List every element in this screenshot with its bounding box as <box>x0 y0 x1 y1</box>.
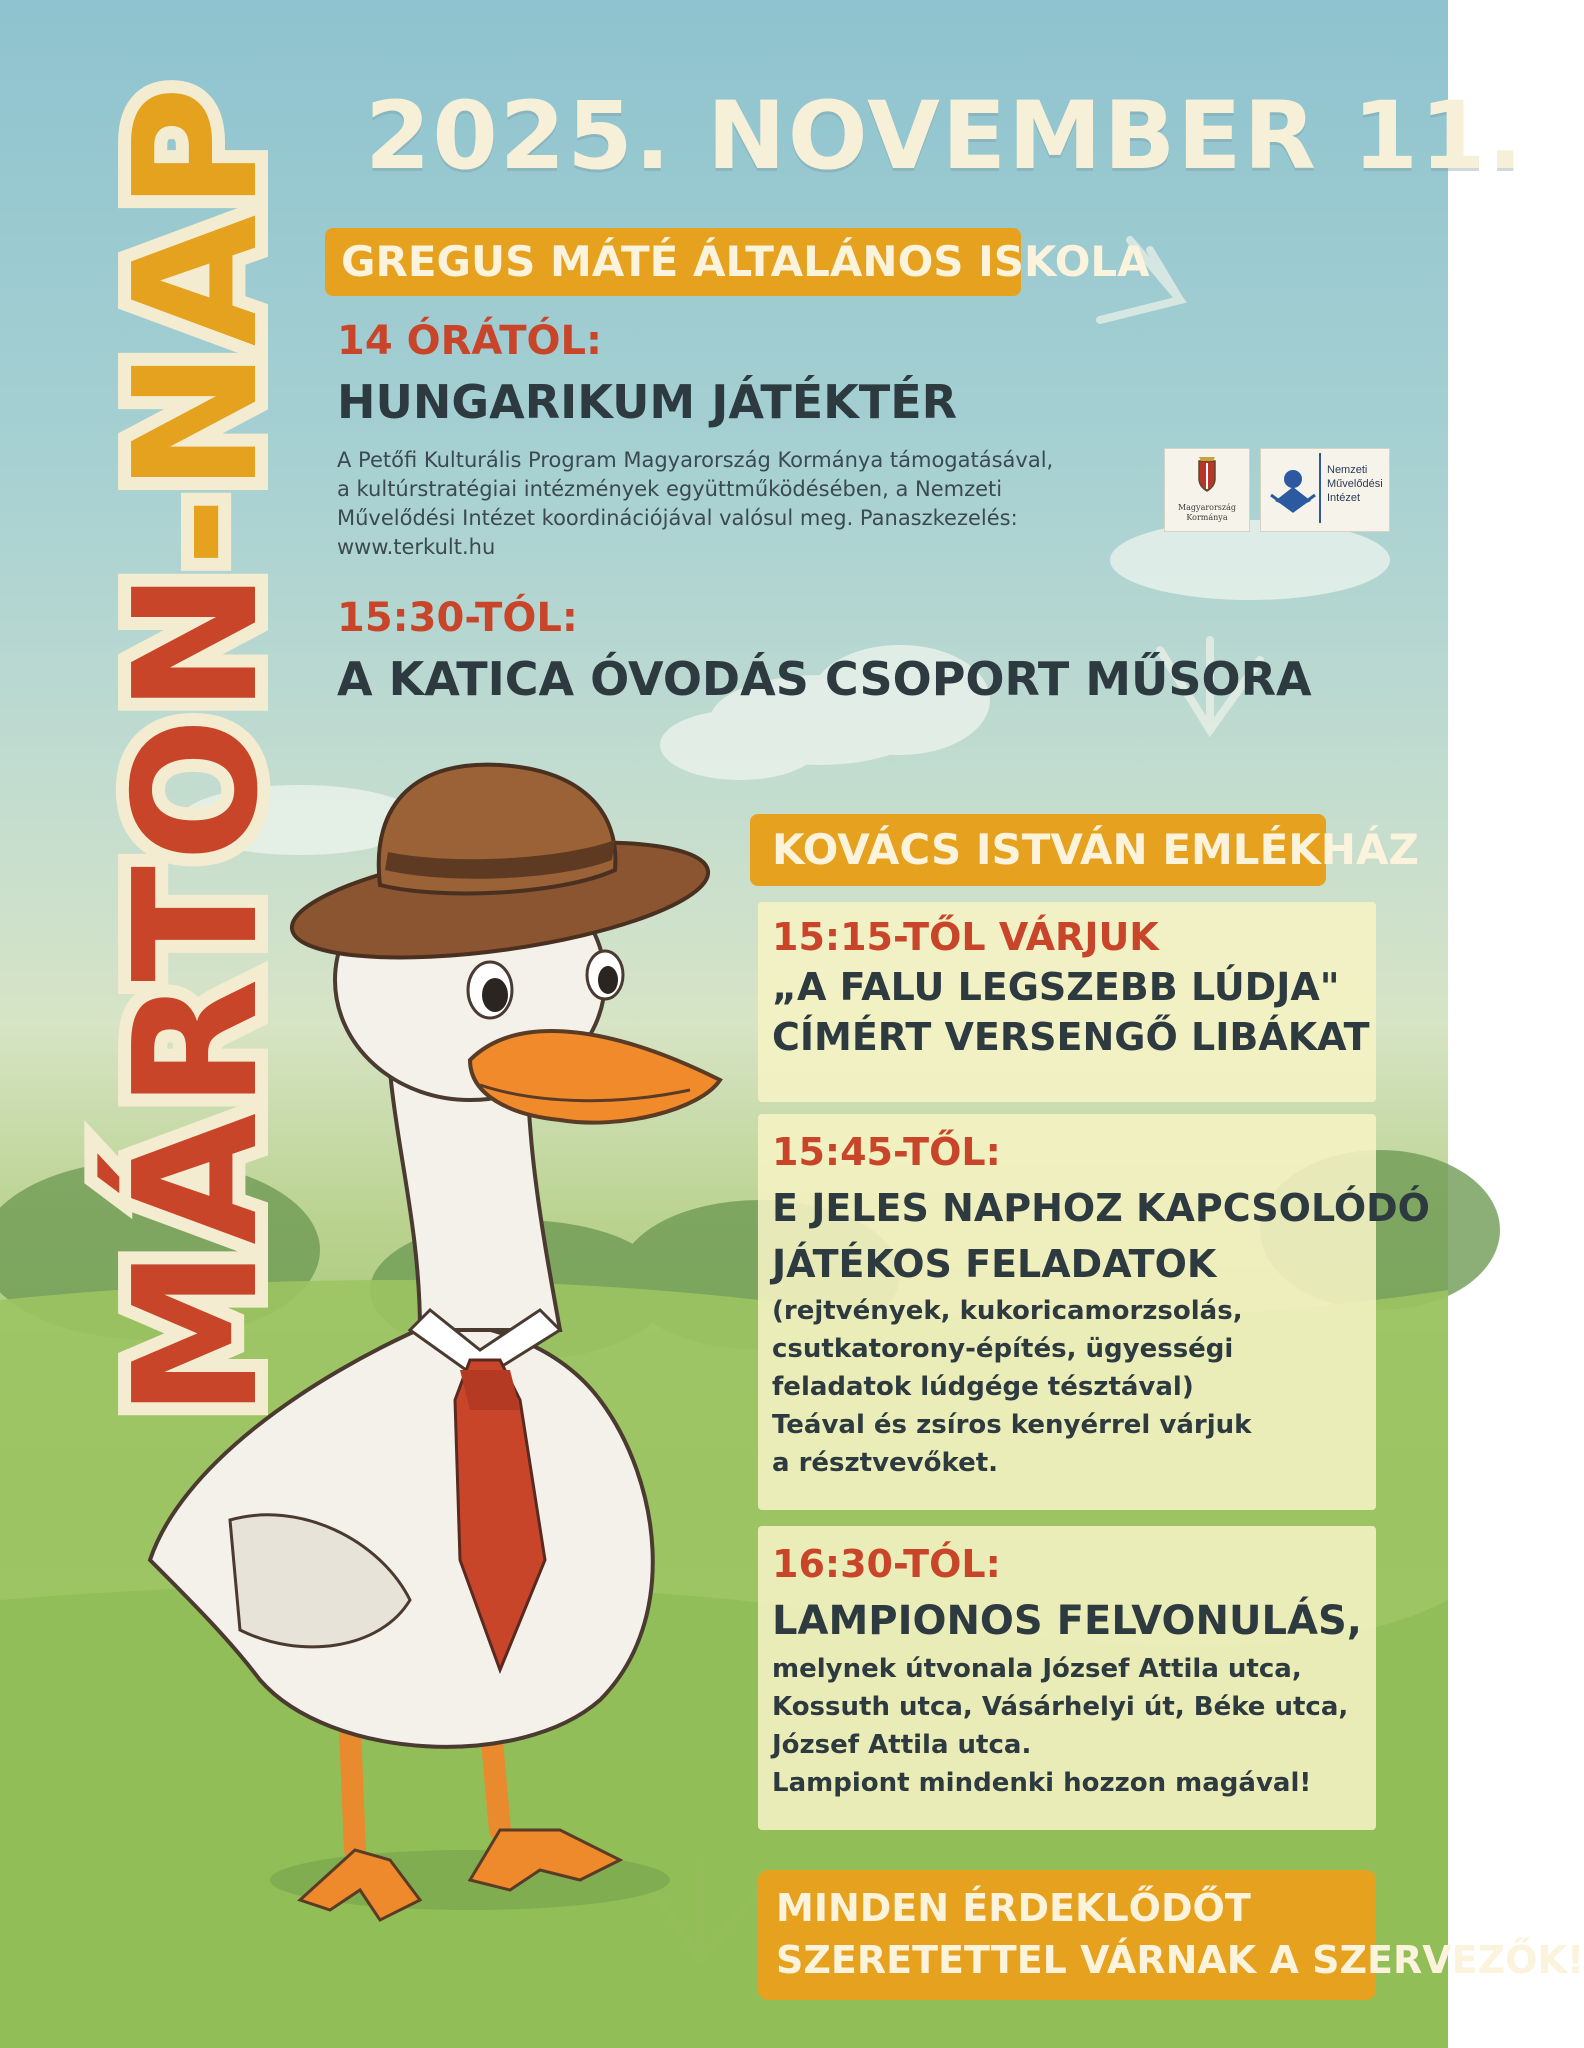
nmi-logo-line1: Nemzeti <box>1327 464 1368 476</box>
memorial-event3-description <box>772 1650 1362 1802</box>
nmi-emblem-icon <box>1263 449 1323 529</box>
memorial-event1-title-line: CÍMÉRT VERSENGŐ LIBÁKAT <box>772 1015 1370 1059</box>
venue-banner-school: GREGUS MÁTÉ ÁLTALÁNOS ISKOLA <box>325 228 1021 296</box>
sponsor-note-line: a kultúrstratégiai intézmények együttműködésében, a Nemzeti <box>337 477 1003 501</box>
sponsor-note-line: Művelődési Intézet koordinációjával valósul meg. Panaszkezelés: <box>337 506 1018 530</box>
memorial-event1-card <box>758 902 1376 1102</box>
gov-logo-line2: Kormánya <box>1186 513 1228 522</box>
sponsor-note <box>337 446 1053 562</box>
memorial-event2-description <box>772 1292 1362 1482</box>
gov-logo-line1: Magyarország <box>1177 503 1237 512</box>
title-vertical-wrapper <box>72 60 322 1440</box>
school-event2-time: 15:30-TÓL: <box>337 595 578 641</box>
memorial-event2-card <box>758 1114 1430 1510</box>
memorial-event3-title: LAMPIONOS FELVONULÁS, <box>772 1598 1362 1644</box>
nmi-logo-line3: Intézet <box>1327 492 1361 504</box>
description-line: melynek útvonala József Attila utca, <box>772 1654 1302 1684</box>
venue-banner-memorial-house: KOVÁCS ISTVÁN EMLÉKHÁZ <box>750 814 1326 886</box>
title-part-nap: NAP <box>98 82 296 493</box>
description-line: a résztvevőket. <box>772 1448 999 1478</box>
memorial-event2-title-line: JÁTÉKOS FELADATOK <box>772 1242 1217 1286</box>
description-line: Lampiont mindenki hozzon magával! <box>772 1768 1312 1798</box>
footer-line1: MINDEN ÉRDEKLŐDŐT <box>776 1886 1251 1930</box>
description-line: Teával és zsíros kenyérrel várjuk <box>772 1410 1252 1440</box>
description-line: (rejtvények, kukoricamorzsolás, <box>772 1296 1243 1326</box>
description-line: József Attila utca. <box>772 1730 1032 1760</box>
footer-invitation <box>758 1870 1584 2000</box>
memorial-event1-title-line: „A FALU LEGSZEBB LÚDJA" <box>772 965 1340 1009</box>
description-line: Kossuth utca, Vásárhelyi út, Béke utca, <box>772 1692 1349 1722</box>
title-separator: - <box>98 492 296 568</box>
sponsor-note-line: A Petőfi Kulturális Program Magyarország Kormánya támogatásával, <box>337 448 1054 472</box>
school-event2-title: A KATICA ÓVODÁS CSOPORT MŰSORA <box>337 652 1312 706</box>
event-title <box>98 82 296 1418</box>
memorial-event3-time: 16:30-TÓL: <box>772 1542 1001 1586</box>
title-part-marton: MÁRTON <box>98 567 296 1418</box>
nmi-logo <box>1260 448 1390 532</box>
school-event1-time: 14 ÓRÁTÓL: <box>337 318 603 364</box>
sponsor-note-link[interactable]: www.terkult.hu <box>337 535 496 559</box>
coat-of-arms-icon <box>1165 449 1249 499</box>
description-line: csutkatorony-építés, ügyességi <box>772 1334 1234 1364</box>
memorial-event3-card <box>758 1526 1376 1830</box>
memorial-event1-time: 15:15-TŐL VÁRJUK <box>772 915 1159 959</box>
school-event1-title: HUNGARIKUM JÁTÉKTÉR <box>337 375 958 429</box>
footer-line2: SZERETETTEL VÁRNAK A SZERVEZŐK! <box>776 1938 1584 1982</box>
memorial-event2-time: 15:45-TŐL: <box>772 1130 1001 1174</box>
government-logo <box>1164 448 1250 532</box>
description-line: feladatok lúdgége tésztával) <box>772 1372 1194 1402</box>
memorial-event2-title-line: E JELES NAPHOZ KAPCSOLÓDÓ <box>772 1186 1430 1230</box>
nmi-logo-line2: Művelődési <box>1327 478 1383 490</box>
event-date: 2025. NOVEMBER 11. <box>365 82 1526 191</box>
